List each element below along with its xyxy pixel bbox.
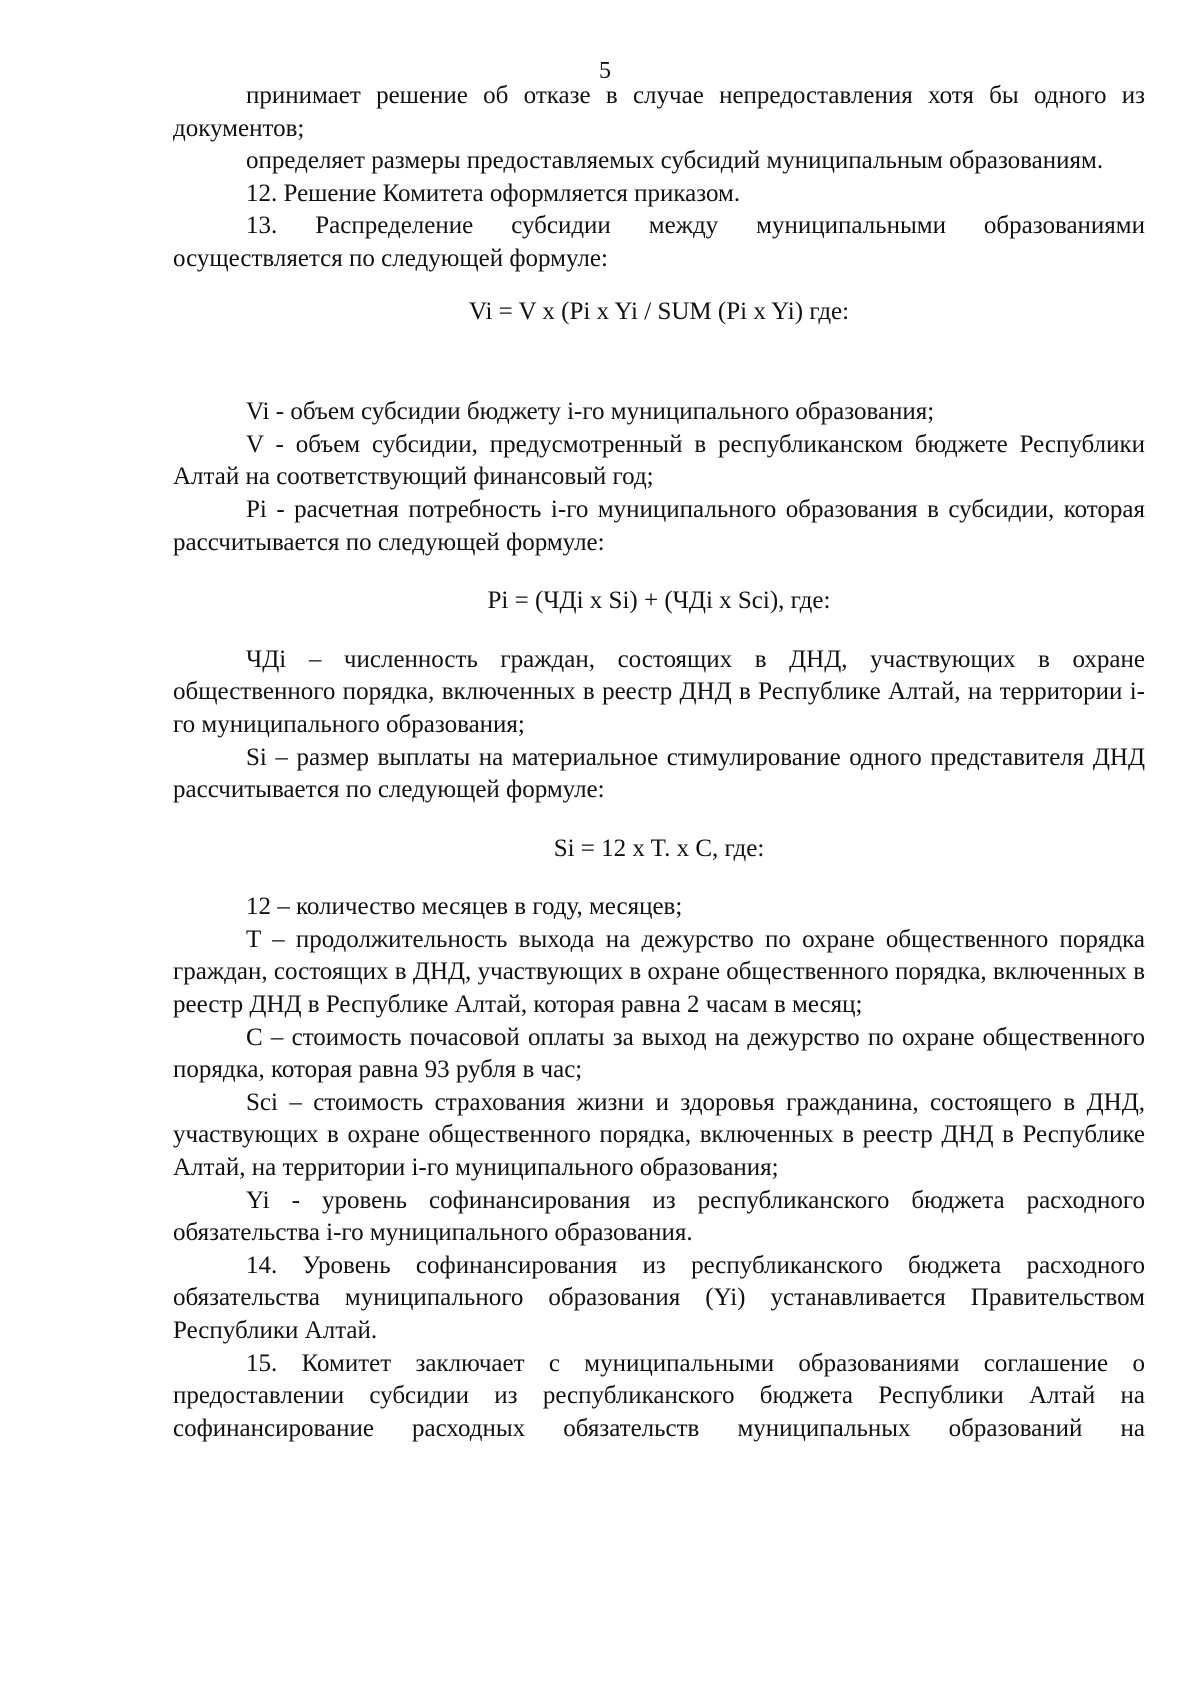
paragraph-subsidy-sizes: определяет размеры предоставляемых субсидий муниципальным образованиям. (246, 147, 1104, 175)
definition-t: T – продолжительность выхода на дежурство по охране общественного порядка граждан, состоящих в ДНД, участвующих в охране общественного порядка, включенных в реестр ДНД в Республике Алтай, которая равна 2 часам в месяц; (173, 925, 1145, 1019)
formula-si: Si = 12 x T. x C, где: (553, 834, 765, 862)
paragraph-refusal-decision: принимает решение об отказе в случае непредоставления хотя бы одного из документов; (173, 82, 1145, 142)
definition-12-months: 12 – количество месяцев в году, месяцев; (246, 893, 683, 921)
paragraph-14-cofinancing-level: 14. Уровень софинансирования из республиканского бюджета расходного обязательства муниципального образования (Yi) устанавливается Правительством Республики Алтай. (173, 1251, 1145, 1344)
definition-pi: Pi - расчетная потребность i-го муниципального образования в субсидии, которая рассчитывается по следующей формуле: (173, 495, 1145, 556)
definition-c: C – стоимость почасовой оплаты за выход на дежурство по охране общественного порядка, которая равна 93 рубля в час; (173, 1023, 1145, 1084)
formula-pi: Pi = (ЧДi x Si) + (ЧДi x Sci), где: (487, 587, 831, 615)
paragraph-13-distribution: 13. Распределение субсидии между муниципальными образованиями осуществляется по следующей формуле: (173, 212, 1145, 272)
definition-vi: Vi - объем субсидии бюджету i-го муниципального образования; (246, 398, 935, 426)
document-body (173, 80, 1145, 1445)
paragraph-12-committee-order: 12. Решение Комитета оформляется приказом. (246, 179, 741, 207)
formula-vi: Vi = V x (Pi x Yi / SUM (Pi x Yi) где: (468, 297, 850, 325)
definition-v: V - объем субсидии, предусмотренный в республиканском бюджете Республики Алтай на соответствующий финансовый год; (173, 430, 1145, 491)
definition-yi: Yi - уровень софинансирования из республиканского бюджета расходного обязательства i-го муниципального образования. (173, 1186, 1145, 1247)
paragraph-15-agreement: 15. Комитет заключает с муниципальными образованиями соглашение о предоставлении субсидии из республиканского бюджета Республики Алтай на софинансирование расходных обязательств муниципальных образований на (173, 1349, 1145, 1442)
definition-si: Si – размер выплаты на материальное стимулирование одного представителя ДНД рассчитывается по следующей формуле: (173, 743, 1145, 804)
definition-chdi: ЧДi – численность граждан, состоящих в ДНД, участвующих в охране общественного порядка, включенных в реестр ДНД в Республике Алтай, на территории i-го муниципального образования; (173, 645, 1145, 738)
page-number: 5 (599, 58, 611, 84)
definition-sci: Sci – стоимость страхования жизни и здоровья гражданина, состоящего в ДНД, участвующих в охране общественного порядка, включенных в реестр ДНД в Республике Алтай, на территории i-го муниципального образования; (173, 1088, 1145, 1182)
